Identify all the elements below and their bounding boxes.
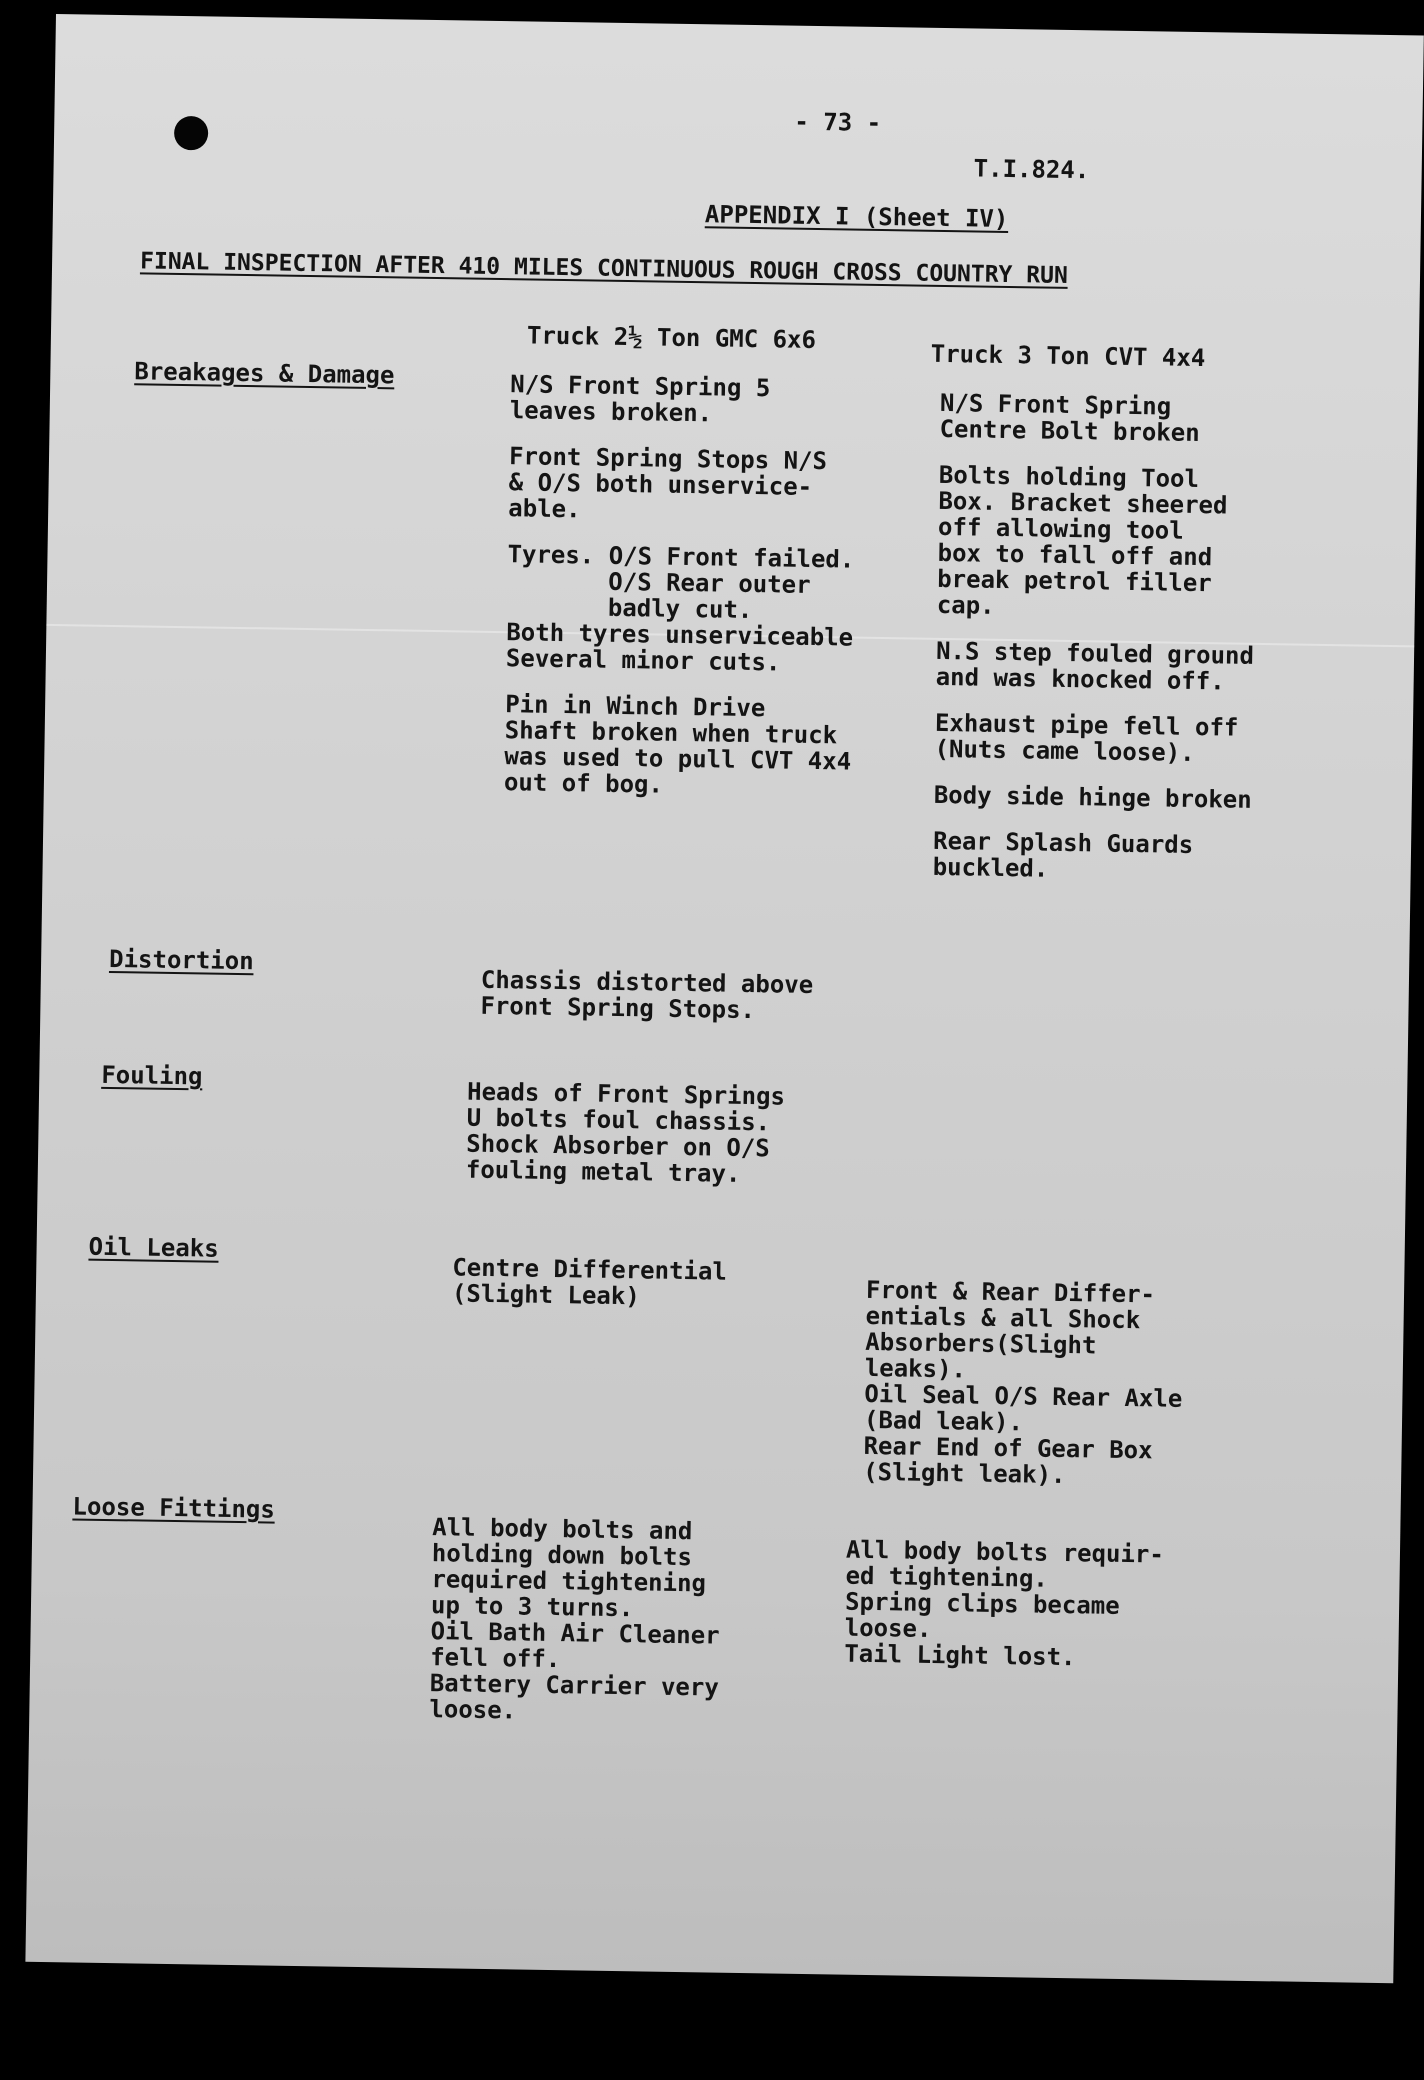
entry-line: N/S Front Spring 5 (510, 370, 771, 403)
breakages-cvt-list (933, 390, 1259, 885)
entry-line: Centre Differential (452, 1253, 728, 1286)
loose-fittings-cvt-list (844, 1537, 1164, 1672)
entry (452, 1254, 727, 1310)
section-label-fouling: Fouling (101, 1060, 203, 1091)
fouling-gmc-list (466, 1079, 785, 1188)
entry-line: Several minor cuts. (505, 644, 781, 677)
entry (935, 638, 1254, 695)
entry-line: Battery Carrier very (429, 1669, 719, 1702)
loose-fittings-gmc-list (429, 1514, 721, 1727)
entry (508, 443, 856, 526)
entry (506, 541, 855, 676)
entry-line: break petrol filler (937, 564, 1212, 598)
entry-line: up to 3 turns. (430, 1591, 634, 1623)
entry-line: leaks). (864, 1353, 967, 1384)
entry-line: & O/S both unservice- (508, 468, 813, 501)
entry-line: Rear End of Gear Box (863, 1431, 1153, 1465)
entry-line: U bolts foul chassis. (466, 1103, 771, 1137)
entry-line: Absorbers(Slight (865, 1327, 1097, 1360)
appendix-heading: APPENDIX I (Sheet IV) (704, 200, 1009, 233)
punch-hole (174, 116, 209, 151)
entry (933, 828, 1252, 885)
entry-line: (Bad leak). (863, 1405, 1024, 1437)
entry-line: Front Spring Stops N/S (508, 442, 828, 476)
entry-line: Centre Bolt broken (939, 414, 1200, 448)
entry-line: badly cut. (506, 592, 753, 625)
entry-line: Heads of Front Springs (466, 1077, 786, 1111)
entry-line: Both tyres unserviceable (506, 618, 854, 652)
entry-line: All body bolts requir- (845, 1535, 1165, 1569)
entry (939, 390, 1258, 447)
entry-line: (Nuts came loose). (934, 734, 1195, 767)
entry-line: loose. (429, 1695, 517, 1725)
document-sheet (25, 14, 1423, 1983)
entry-line: Exhaust pipe fell off (934, 708, 1239, 742)
entry-line: Chassis distorted above (480, 965, 814, 1000)
entry-line: required tightening (431, 1565, 707, 1598)
entry-line: Oil Bath Air Cleaner (430, 1617, 720, 1650)
entry (504, 691, 852, 800)
section-label-oil-leaks: Oil Leaks (88, 1232, 219, 1263)
entry (466, 1079, 785, 1188)
section-label-breakages: Breakages & Damage (134, 357, 395, 390)
entry (844, 1537, 1164, 1672)
document-reference: T.I.824. (973, 154, 1090, 185)
entry-line: box to fall off and (937, 538, 1213, 572)
oil-leaks-cvt-list (863, 1277, 1184, 1490)
entry (934, 710, 1253, 767)
entry-line: Shock Absorber on O/S (466, 1129, 770, 1163)
entry-line: Front & Rear Differ- (865, 1275, 1156, 1309)
entry (863, 1277, 1184, 1490)
oil-leaks-gmc-list (452, 1254, 727, 1310)
entry-line: and was knocked off. (935, 662, 1225, 696)
entry-line: Bolts holding Tool (938, 460, 1200, 494)
entry-line: Body side hinge broken (933, 780, 1252, 814)
column-header-cvt: Truck 3 Ton CVT 4x4 (930, 339, 1206, 373)
entry (480, 967, 813, 1024)
entry-line: Rear Splash Guards (932, 826, 1194, 859)
document-title: FINAL INSPECTION AFTER 410 MILES CONTINUOUS ROUGH CROSS COUNTRY RUN (139, 248, 1068, 289)
entry (429, 1514, 721, 1727)
entry-line: fell off. (430, 1643, 561, 1674)
section-label-loose-fittings: Loose Fittings (72, 1492, 276, 1524)
entry-line: N.S step fouled ground (935, 636, 1255, 670)
entry (510, 371, 858, 428)
entry-line: entials & all Shock (865, 1301, 1141, 1335)
entry-line: All body bolts and (432, 1513, 693, 1546)
entry-line: buckled. (932, 852, 1049, 883)
entry-line: Oil Seal O/S Rear Axle (864, 1379, 1183, 1413)
entry-line: was used to pull CVT 4x4 (504, 742, 852, 776)
entry (937, 462, 1257, 623)
entry-line: leaves broken. (509, 396, 713, 428)
entry-line: able. (508, 494, 581, 524)
breakages-gmc-list (504, 371, 857, 800)
entry-line: loose. (844, 1613, 932, 1643)
entry-line: holding down bolts (431, 1539, 693, 1572)
entry-line: cap. (936, 590, 995, 620)
entry-line: Front Spring Stops. (480, 991, 756, 1025)
entry-line: off allowing tool (937, 512, 1184, 545)
page-number: - 73 - (794, 107, 882, 137)
section-label-distortion: Distortion (108, 944, 254, 976)
entry-line: Spring clips became (844, 1587, 1120, 1620)
distortion-gmc-list (480, 967, 813, 1024)
entry (934, 782, 1252, 813)
entry-line: Shaft broken when truck (504, 716, 838, 750)
entry-line: N/S Front Spring (939, 388, 1172, 421)
entry-line: ed tightening. (845, 1561, 1049, 1593)
entry-line: Tyres. O/S Front failed. (507, 540, 855, 574)
entry-line: Tail Light lost. (844, 1639, 1076, 1672)
entry-line: out of bog. (503, 768, 664, 799)
column-header-gmc: Truck 2½ Ton GMC 6x6 (526, 321, 817, 354)
entry-line: Pin in Winch Drive (504, 690, 766, 723)
entry-line: (Slight leak). (862, 1457, 1066, 1490)
entry-line: Box. Bracket sheered (938, 486, 1228, 520)
entry-line: (Slight Leak) (451, 1279, 640, 1311)
entry-line: fouling metal tray. (465, 1155, 741, 1188)
entry-line: O/S Rear outer (506, 566, 811, 599)
